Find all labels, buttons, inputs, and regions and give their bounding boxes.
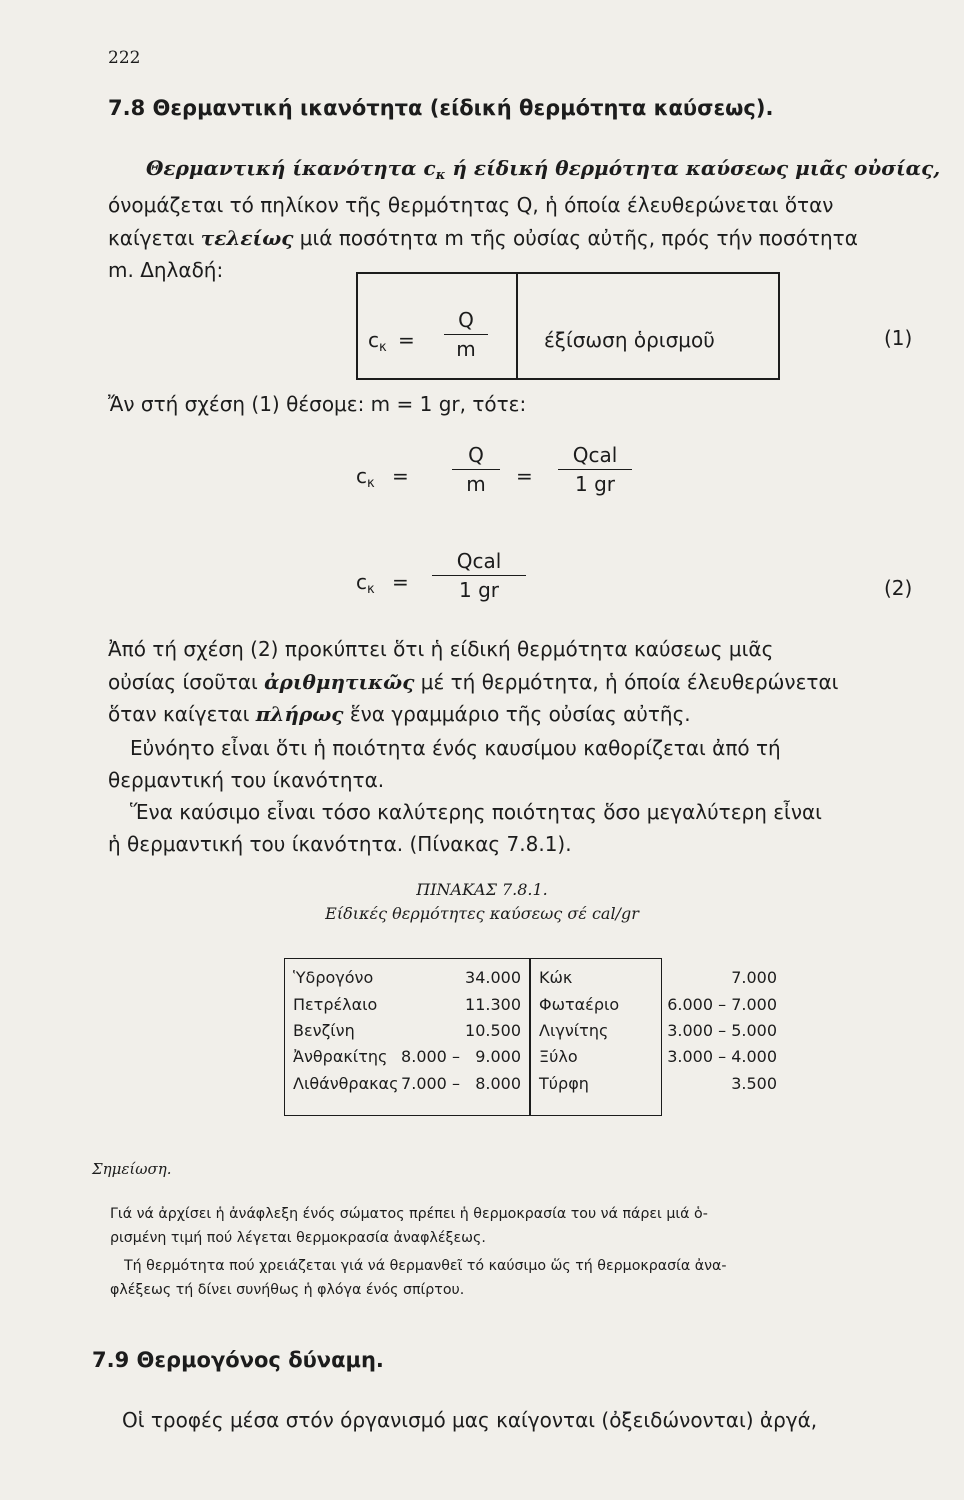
- eq-a-equals-1: =: [392, 464, 409, 488]
- p2-line-3-part2: ἕνα γραμμάριο τῆς οὐσίας αὐτῆς.: [343, 702, 691, 726]
- fraction-bar: [432, 575, 526, 576]
- fuel-value: 3.500: [731, 1074, 777, 1093]
- p4-line-1: Ἕνα καύσιμο εἶναι τόσο καλύτερης ποιότητας ὅσο μεγαλύτερη εἶναι: [130, 800, 822, 824]
- note-line-4: φλέξεως τή δίνει συνήθως ἡ φλόγα ένός σπίρτου.: [110, 1282, 465, 1298]
- eq-a-frac2-num: Qcal: [572, 443, 618, 467]
- note-line-1: Γιά νά ἀρχίσει ἡ ἀνάφλεξη ένός σώματος πρέπει ἡ θερμοκρασία του νά πάρει μιά ὁ-: [110, 1206, 708, 1222]
- p2-line-3-part1: ὅταν καίγεται: [108, 702, 256, 726]
- fuel-value: 6.000 – 7.000: [667, 995, 777, 1014]
- fuel-value: 34.000: [465, 968, 521, 987]
- fuel-value: 3.000 – 4.000: [667, 1047, 777, 1066]
- table-row: [285, 968, 777, 994]
- p2-line-3: [108, 702, 691, 726]
- p3-line-1: Εὐνόητο εἶναι ὅτι ἡ ποιότητα ένός καυσίμου καθορίζεται ἀπό τή: [130, 736, 781, 760]
- fuel-value: 10.500: [465, 1021, 521, 1040]
- eq-a-c: c: [356, 464, 367, 488]
- box-eq-lhs: [368, 328, 387, 355]
- note-line-2: ρισμένη τιμή πού λέγεται θερμοκρασία ἀναφλέξεως.: [110, 1230, 486, 1246]
- body-line-3-part1: καίγεται: [108, 226, 201, 250]
- fuel-name: Τύρφη: [539, 1074, 589, 1093]
- box-eq-label: έξίσωση ὁρισμοῦ: [544, 328, 715, 352]
- eq-a-frac2-den: 1 gr: [575, 472, 615, 496]
- emphasis-teleios: τελείως: [200, 226, 294, 250]
- eq-a-frac1-den: m: [466, 472, 486, 496]
- fuel-value: 3.000 – 5.000: [667, 1021, 777, 1040]
- eq-b-den: 1 gr: [459, 578, 499, 602]
- fuel-heat-table: [284, 958, 777, 1116]
- eq-b-num: Qcal: [456, 549, 502, 573]
- table-row: [285, 995, 777, 1021]
- p4-line-2: ἡ θερμαντική του ίκανότητα. (Πίνακας 7.8.1).: [108, 832, 572, 856]
- definition-term: Θερμαντική ίκανότητα c: [146, 156, 436, 180]
- fuel-value: 8.000 – 9.000: [401, 1047, 521, 1066]
- p2-line-2-part1: οὐσίας ίσοῦται: [108, 670, 265, 694]
- fraction-bar: [444, 334, 488, 335]
- box-eq-equals: =: [398, 328, 415, 352]
- eq-a-fraction-1: [452, 443, 500, 496]
- p2-line-1: Ἀπό τή σχέση (2) προκύπτει ὅτι ἡ είδική θερμότητα καύσεως μιᾶς: [108, 637, 774, 661]
- fuel-name: Λιθάνθρακας: [293, 1074, 399, 1093]
- section-79-line-1: Οἱ τροφές μέσα στόν όργανισμό μας καίγονται (ὀξειδώνονται) ἀργά,: [122, 1408, 818, 1432]
- fuel-name: Φωταέριο: [539, 995, 620, 1014]
- p3-line-2: θερμαντική του ίκανότητα.: [108, 768, 385, 792]
- p2-line-2: [108, 670, 838, 694]
- eq-a-sub: κ: [367, 476, 375, 491]
- eq-a-lhs: [356, 464, 375, 491]
- box-eq-c: c: [368, 328, 379, 352]
- box-eq-denominator: m: [456, 337, 476, 361]
- emphasis-pliros: πλήρως: [255, 702, 344, 726]
- box-divider: [516, 274, 518, 378]
- fuel-name: Πετρέλαιο: [293, 995, 378, 1014]
- page-number: 222: [108, 48, 141, 68]
- section-heading-7-9: 7.9 Θερμογόνος δύναμη.: [92, 1348, 384, 1372]
- note-line-3: Τή θερμότητα πού χρειάζεται γιά νά θερμανθεῖ τό καύσιμο ὥς τή θερμοκρασία ἀνα-: [124, 1258, 727, 1274]
- body-line-2: όνομάζεται τό πηλίκον τῆς θερμότητας Q, ἡ όποία έλευθερώνεται ὅταν: [108, 193, 834, 217]
- fuel-name: Κώκ: [539, 968, 573, 987]
- fuel-name: Λιγνίτης: [539, 1021, 609, 1040]
- note-title: Σημείωση.: [92, 1160, 172, 1178]
- p2-line-2-part2: μέ τή θερμότητα, ἡ όποία έλευθερώνεται: [414, 670, 839, 694]
- fuel-value: 7.000 – 8.000: [401, 1074, 521, 1093]
- eq-b-fraction: [432, 549, 526, 602]
- body-line-3: [108, 226, 858, 250]
- definition-equation-box: [356, 272, 780, 380]
- fuel-name: Ἀνθρακίτης: [293, 1047, 388, 1066]
- table-subcaption: Είδικές θερμότητες καύσεως σέ cal/gr: [325, 904, 639, 923]
- definition-line: [146, 156, 940, 183]
- box-eq-numerator: Q: [458, 308, 474, 332]
- emphasis-arithmitikos: ἀριθμητικῶς: [264, 670, 415, 694]
- table-caption: ΠΙΝΑΚΑΣ 7.8.1.: [416, 880, 548, 899]
- eq-a-frac1-num: Q: [468, 443, 484, 467]
- section-heading-7-8: 7.8 Θερμαντική ικανότητα (είδική θερμότητα καύσεως).: [108, 96, 774, 120]
- body-line-if: Ἄν στή σχέση (1) θέσομε: m = 1 gr, τότε:: [108, 392, 527, 416]
- fraction-bar: [558, 469, 632, 470]
- fuel-value: 11.300: [465, 995, 521, 1014]
- table-row: [285, 1074, 777, 1100]
- box-eq-sub: κ: [379, 340, 387, 355]
- table-row: [285, 1047, 777, 1073]
- body-line-3-part2: μιά ποσότητα m τῆς οὐσίας αὐτῆς, πρός τήν ποσότητα: [293, 226, 858, 250]
- eq-b-equals: =: [392, 570, 409, 594]
- fraction-bar: [452, 469, 500, 470]
- eq-a-fraction-2: [558, 443, 632, 496]
- eq-b-sub: κ: [367, 582, 375, 597]
- box-eq-fraction: [444, 308, 488, 361]
- equation-number-2: (2): [884, 576, 913, 600]
- fuel-name: Βενζίνη: [293, 1021, 355, 1040]
- fuel-name: Ξύλο: [539, 1047, 578, 1066]
- eq-b-c: c: [356, 570, 367, 594]
- definition-term-sub: κ: [435, 168, 446, 183]
- fuel-value: 7.000: [731, 968, 777, 987]
- eq-a-equals-2: =: [516, 464, 533, 488]
- table-row: [285, 1021, 777, 1047]
- definition-term-rest: ή είδική θερμότητα καύσεως μιᾶς οὐσίας,: [445, 156, 941, 180]
- fuel-name: Ὑδρογόνο: [293, 968, 374, 987]
- equation-number-1: (1): [884, 326, 913, 350]
- eq-b-lhs: [356, 570, 375, 597]
- body-line-4: m. Δηλαδή:: [108, 258, 224, 282]
